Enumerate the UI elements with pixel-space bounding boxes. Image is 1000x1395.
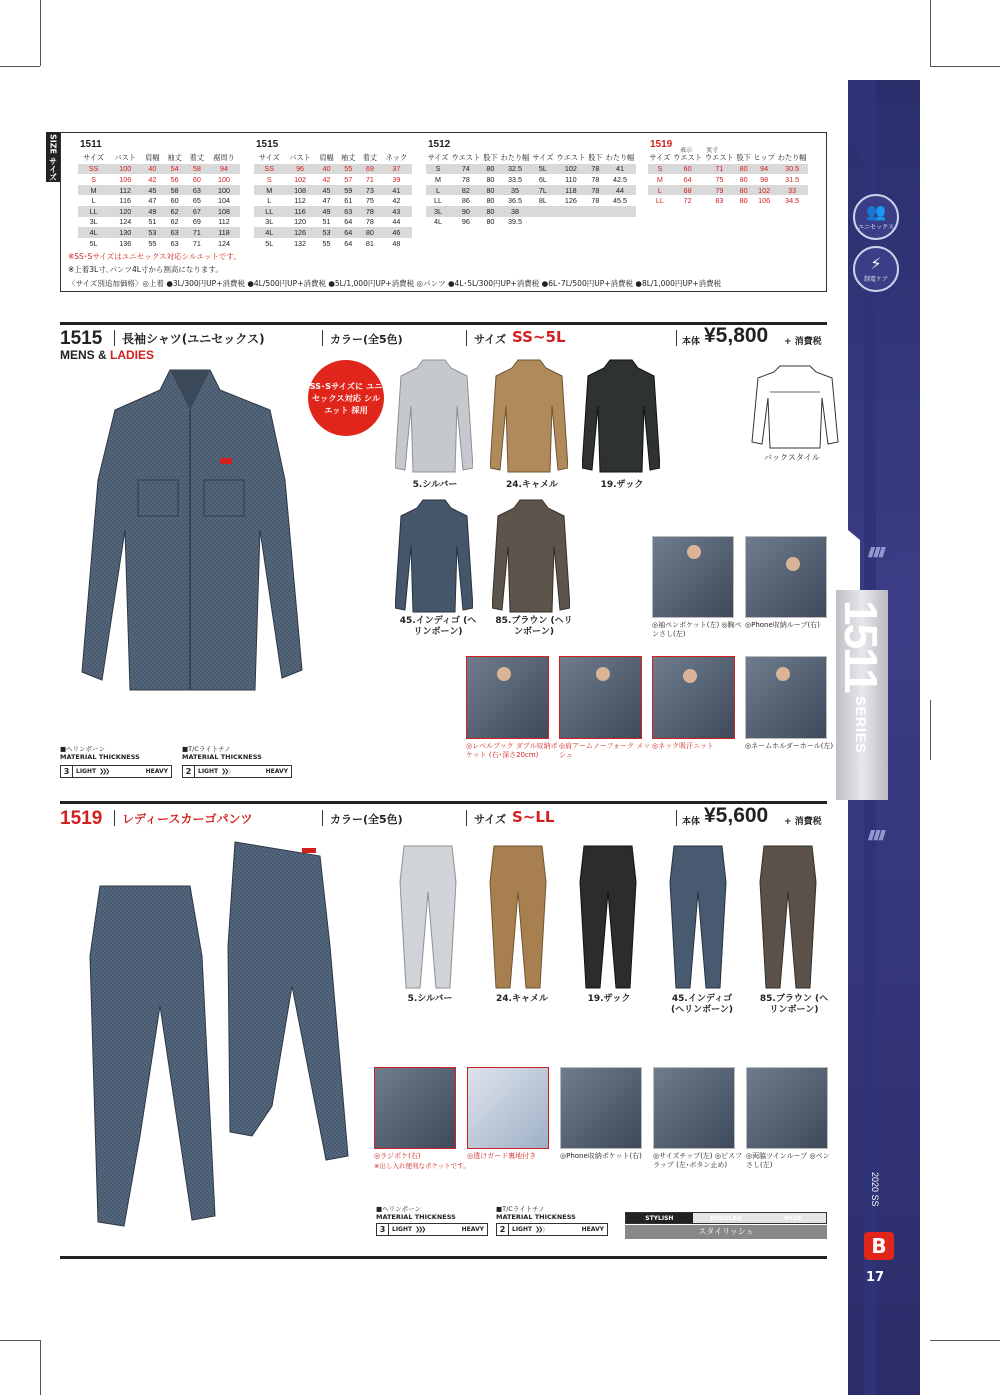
crop-mark (930, 0, 931, 66)
color-label: 85.ブラウン (ヘリンボーン) (759, 994, 829, 1015)
price-label: 本体 (682, 817, 701, 827)
table-row: LL 72 83 80 106 34.5 (655, 196, 800, 206)
pants-color-indigo (668, 842, 728, 990)
price-label: 本体 (682, 337, 701, 347)
pants-color-zack (578, 842, 638, 990)
table-header: 肩幅 (145, 153, 160, 163)
size-table-1519 (648, 153, 808, 206)
detail-photo-arm-mesh (559, 656, 642, 739)
detail-caption: ◎サイズチップ(左) ◎ピスフラップ (左･ボタン止め) (653, 1152, 742, 1169)
series-number: 1511 (835, 600, 887, 692)
pants-color-camel (488, 842, 548, 990)
shirt-color-brown (492, 496, 570, 614)
crop-mark (930, 1340, 1000, 1341)
size-price-note: 〈サイズ別追加価格〉◎上着 ●3L/300円UP+消費税 ●4L/500円UP+消費税 ●5L/1,000円UP+消費税 ◎パンツ ●4L･5L/300円UP+消費税 ●6L･7L/500円UP+消費税 ●8L/1,000円UP+消費税 (68, 279, 722, 288)
color-label: 45.インディゴ (ヘリンボーン) (399, 616, 477, 637)
thickness-bar: 2 LIGHT ❯❯❯ HEAVY (496, 1223, 608, 1236)
pants-color-silver (398, 842, 458, 990)
table-row: M 78 80 33.5 6L 110 78 42.5 (434, 174, 627, 184)
season-year: 2020 SS (870, 1172, 880, 1207)
crop-mark (0, 66, 40, 67)
shirt-main-image (70, 360, 310, 720)
detail-caption: ◎ラジポケ(右) (374, 1152, 421, 1160)
table-row: 4L 130 53 63 71 118 (78, 227, 240, 238)
color-label: 19.ザック (587, 994, 631, 1004)
table-row: S 102 42 57 71 39 (266, 174, 401, 184)
shirt-color-silver (395, 356, 473, 474)
detail-photo-neck-knit (652, 656, 735, 739)
gender-mens: MENS & (60, 348, 111, 362)
table-row: S 60 71 80 94 30.5 (648, 164, 808, 175)
size-label: サイズ (474, 813, 507, 826)
divider (466, 810, 467, 826)
product-code: 1515 (60, 328, 103, 349)
people-icon: 👥 (866, 201, 886, 221)
price: ¥5,800 (704, 324, 769, 347)
size-note: ※上着3L寸､パンツ4L寸から割高になります。 (68, 265, 223, 274)
color-label: 85.ブラウン (ヘリンボーン) (495, 616, 573, 637)
style-regular: REGULAR (693, 1213, 760, 1223)
table-header-row: サイズ バスト 肩幅 袖丈 着丈 ネック (258, 153, 408, 163)
chevron-decor-icon: /// /// /// (868, 828, 883, 842)
table-row: LL 86 80 36.5 8L 126 78 45.5 (433, 196, 627, 206)
table-header-row: サイズ ウエスト 股下 わたり幅 サイズ ウエスト 股下 わたり幅 (427, 153, 635, 163)
product-name: 長袖シャツ(ユニセックス) (122, 332, 265, 346)
detail-photo-twin-loop (746, 1067, 828, 1149)
detail-caption: ◎肩アームノーフォーク メッシュ (559, 742, 651, 759)
color-label: 45.インディゴ (ヘリンボーン) (670, 994, 734, 1015)
unisex-bubble: SS･Sサイズに ユニセックス対応 シルエット 採用 (308, 360, 384, 436)
divider (114, 810, 115, 826)
section-rule (60, 1256, 827, 1259)
price-tax: + 消費税 (784, 337, 822, 347)
back-style-label: バックスタイル (764, 453, 820, 462)
antistatic-label: 制電ケア (863, 275, 888, 283)
detail-photo-name-holder (745, 656, 827, 739)
detail-caption: ◎Phone収納ポケット(右) (560, 1152, 642, 1160)
silhouette-style-bar (625, 1212, 827, 1224)
color-label: 24.キャメル (496, 994, 548, 1004)
detail-subcaption: ※出し入れ便利なポケットです。 (374, 1162, 470, 1170)
detail-photo-level-book-pocket (466, 656, 549, 739)
detail-caption: ◎Phone収納ループ(右) (745, 621, 820, 629)
size-label: サイズ (474, 333, 507, 346)
table-header: バスト (114, 153, 136, 163)
thickness-tc-chino: ■T/Cライトチノ MATERIAL THICKNESS (182, 745, 262, 761)
burtle-logo: B (864, 1232, 894, 1260)
table-header: 着丈 (189, 153, 205, 163)
crop-mark (40, 1340, 41, 1395)
divider (676, 330, 677, 346)
detail-caption: ◎両脇ツインループ ◎ペンさし(左) (746, 1152, 830, 1169)
thickness-bar: 3 LIGHT ❯❯❯ HEAVY (60, 765, 172, 778)
shirt-color-indigo (395, 496, 473, 614)
color-count: カラー(全5色) (330, 813, 403, 826)
chevron-decor-icon: /// /// /// (868, 545, 883, 559)
product-code: 1519 (60, 808, 103, 829)
size-range: S~LL (512, 808, 555, 826)
style-wide: WIDE (759, 1213, 826, 1223)
detail-caption: ◎レベルブック ダブル収納ポケット (右･深さ20cm) (466, 742, 558, 759)
color-label: 24.キャメル (506, 480, 558, 490)
size-table-1512 (426, 153, 636, 227)
series-label: SERIES (853, 696, 869, 754)
shirt-color-camel (490, 356, 568, 474)
style-stylish: STYLISH (626, 1213, 693, 1223)
detail-caption: ◎透けガード裏地付き (467, 1152, 537, 1160)
detail-photo-phone-loop (745, 536, 827, 618)
table-row: S 74 80 32.5 5L 102 78 41 (426, 164, 636, 175)
detail-photo-sleeve-pocket (652, 536, 734, 618)
crop-mark (930, 66, 1000, 67)
size-range: SS~5L (512, 328, 566, 346)
detail-photo-see-through-guard (467, 1067, 549, 1149)
table-row: SS 96 40 55 69 37 (254, 164, 412, 175)
thickness-herringbone: ■ヘリンボーン MATERIAL THICKNESS (60, 745, 140, 761)
sub-header-display: 表示 (680, 147, 693, 154)
table-row: 4L 96 80 39.5 (433, 217, 522, 227)
table-header: 裾周り (213, 153, 235, 163)
table-row: S 106 42 56 60 100 (91, 174, 230, 184)
unisex-badge (853, 194, 899, 240)
detail-photo-phone-pocket (560, 1067, 642, 1149)
size-table-1515-title: 1515 (256, 139, 279, 150)
antistatic-badge (853, 246, 899, 292)
table-header-row: サイズ ウエスト ウエスト 股下 ヒップ わたり幅 (649, 153, 807, 163)
color-label: 19.ザック (600, 480, 644, 490)
shirt-icon: ⚡ (870, 253, 882, 273)
size-table-1511 (78, 153, 240, 248)
back-style-drawing (750, 362, 840, 452)
gender-ladies: LADIES (110, 348, 155, 362)
thickness-tc-chino: ■T/Cライトチノ MATERIAL THICKNESS (496, 1205, 576, 1221)
series-title (835, 600, 888, 800)
size-note: ※SS･Sサイズはユニセックス対応シルエットです。 (68, 252, 241, 261)
size-table-1515 (254, 153, 412, 248)
crop-mark (40, 0, 41, 66)
size-table-1512-title: 1512 (428, 139, 451, 150)
product-name: レディースカーゴパンツ (122, 812, 253, 826)
table-row: LL 120 49 62 67 108 (78, 206, 240, 217)
shirt-color-zack (582, 356, 660, 474)
detail-caption: ◎袖ペンポケット(左) ◎胸ペンさし(左) (652, 621, 742, 638)
table-row: LL 116 49 63 78 43 (254, 206, 412, 217)
thickness-bar: 3 LIGHT ❯❯❯ HEAVY (376, 1223, 488, 1236)
pants-main-image (80, 836, 360, 1236)
color-label: 5.シルバー (407, 994, 453, 1004)
divider (322, 810, 323, 826)
table-row: 3L 124 51 62 69 112 (89, 217, 230, 227)
table-header: サイズ (83, 153, 105, 163)
unisex-label: ユニセックス (858, 223, 894, 231)
sub-header-actual: 実寸 (706, 147, 719, 154)
table-row: 4L 126 53 64 80 46 (254, 227, 412, 238)
detail-caption: ◎ネームホルダーホール(左) (745, 742, 834, 750)
divider (676, 810, 677, 826)
table-row: 5L 132 55 64 81 48 (265, 238, 401, 248)
size-table-1511-title: 1511 (80, 139, 102, 150)
size-tag: SIZE サイズ (46, 132, 60, 182)
table-row: 5L 136 55 63 71 124 (89, 238, 230, 248)
table-row: L 116 47 60 65 104 (91, 196, 230, 206)
color-count: カラー(全5色) (330, 333, 403, 346)
table-row: L 112 47 61 75 42 (267, 196, 401, 206)
pants-color-brown (758, 842, 818, 990)
table-header: 袖丈 (167, 153, 182, 163)
divider (466, 330, 467, 346)
table-row: M 112 45 58 63 100 (78, 185, 240, 196)
divider (114, 330, 115, 346)
page-number: 17 (866, 1270, 885, 1285)
table-row: 3L 90 80 38 (426, 206, 636, 217)
divider (322, 330, 323, 346)
price: ¥5,600 (704, 804, 769, 827)
detail-photo-size-chip (653, 1067, 735, 1149)
thickness-herringbone: ■ヘリンボーン MATERIAL THICKNESS (376, 1205, 456, 1221)
table-row: M 64 75 80 98 31.5 (656, 174, 800, 184)
color-label: 5.シルバー (412, 480, 458, 490)
crop-mark (930, 700, 931, 760)
detail-photo-radio-pocket (374, 1067, 456, 1149)
detail-caption: ◎ネック吸汗ニット (652, 742, 714, 750)
table-header-row (78, 153, 240, 164)
table-row: SS 100 40 54 58 94 (78, 164, 240, 175)
style-label: スタイリッシュ (625, 1225, 827, 1239)
table-row: L 82 80 35 7L 118 78 44 (426, 185, 636, 196)
price-tax: + 消費税 (784, 817, 822, 827)
table-row: 3L 120 51 64 78 44 (265, 217, 401, 227)
thickness-bar: 2 LIGHT ❯❯❯ HEAVY (182, 765, 292, 778)
crop-mark (0, 1340, 40, 1341)
table-row: M 108 45 59 73 41 (254, 185, 412, 196)
size-table-1519-title: 1519 (650, 139, 673, 150)
table-row: L 68 79 80 102 33 (648, 185, 808, 196)
